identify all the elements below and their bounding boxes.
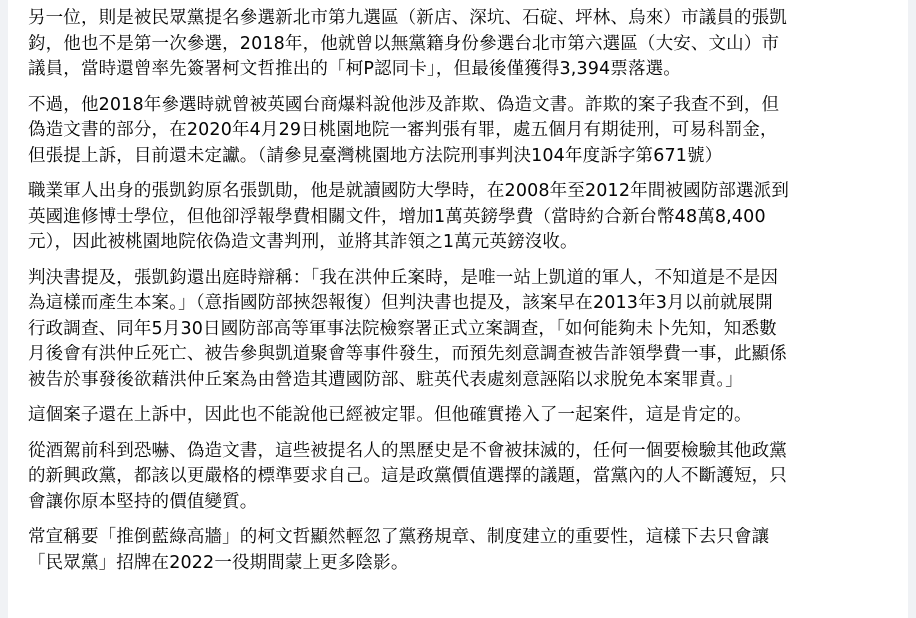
post-paragraph-4: 判決書提及，張凱鈞還出庭時辯稱：「我在洪仲丘案時，是唯一站上凱道的軍人，不知道是不是因 為這樣而產生本案。」（意指國防部挾怨報復）但判決書也提及，該案早在2013年3月以前就展開 行政調查、同年5月30日國防部高等軍事法院檢察署正式立案調查，「如何能夠未卜先知，知悉數 月後會有洪仲丘死亡、被告參與凱道聚會等事件發生，而預先刻意調查被告詐領學費一事，此顯係 被告於事發後欲藉洪仲丘案為由營造其遭國防部、駐英代表處刻意誣陷以求脫免本案罪責。」: [28, 267, 787, 390]
post-paragraph-6: 從酒駕前科到恐嚇、偽造文書，這些被提名人的黑歷史是不會被抹滅的，任何一個要檢驗其他政黨 的新興政黨，都該以更嚴格的標準要求自己。這是政黨價值選擇的議題，當黨內的人不斷護短，只 會讓你原本堅持的價值變質。: [28, 440, 787, 512]
post-paragraph-3: 職業軍人出身的張凱鈞原名張凱勛，他是就讀國防大學時，在2008年至2012年間被國防部選派到 英國進修博士學位，但他卻浮報學費相關文件，增加1萬英鎊學費（當時約合新台幣48萬8,400 元），因此被桃園地院依偽造文書判刑，並將其詐領之1萬元英鎊沒收。: [28, 181, 789, 252]
post-paragraph-1: 另一位，則是被民眾黨提名參選新北市第九選區（新店、深坑、石碇、坪林、烏來）市議員的張凱 鈞，他也不是第一次參選，2018年，他就曾以無黨籍身份參選台北市第六選區（大安、文山）市 議員，當時還曾率先簽署柯文哲推出的「柯P認同卡」，但最後僅獲得3,394票落選。: [28, 8, 787, 79]
post-body: [8, 0, 908, 618]
post-paragraph-5: 這個案子還在上訴中，因此也不能說他已經被定罪。但他確實捲入了一起案件，這是肯定的。: [28, 405, 752, 425]
post-paragraph-2: 不過，他2018年參選時就曾被英國台商爆料說他涉及詐欺、偽造文書。詐欺的案子我查不到，但 偽造文書的部分，在2020年4月29日桃園地院一審判張有罪，處五個月有期徒刑，可易科罰金， 但張提上訴，目前還未定讞。（請參見臺灣桃園地方法院刑事判決104年度訴字第671號）: [28, 94, 780, 166]
post-paragraph-7: 常宣稱要「推倒藍綠高牆」的柯文哲顯然輕忽了黨務規章、制度建立的重要性，這樣下去只會讓 「民眾黨」招牌在2022一役期間蒙上更多陰影。: [28, 527, 770, 573]
